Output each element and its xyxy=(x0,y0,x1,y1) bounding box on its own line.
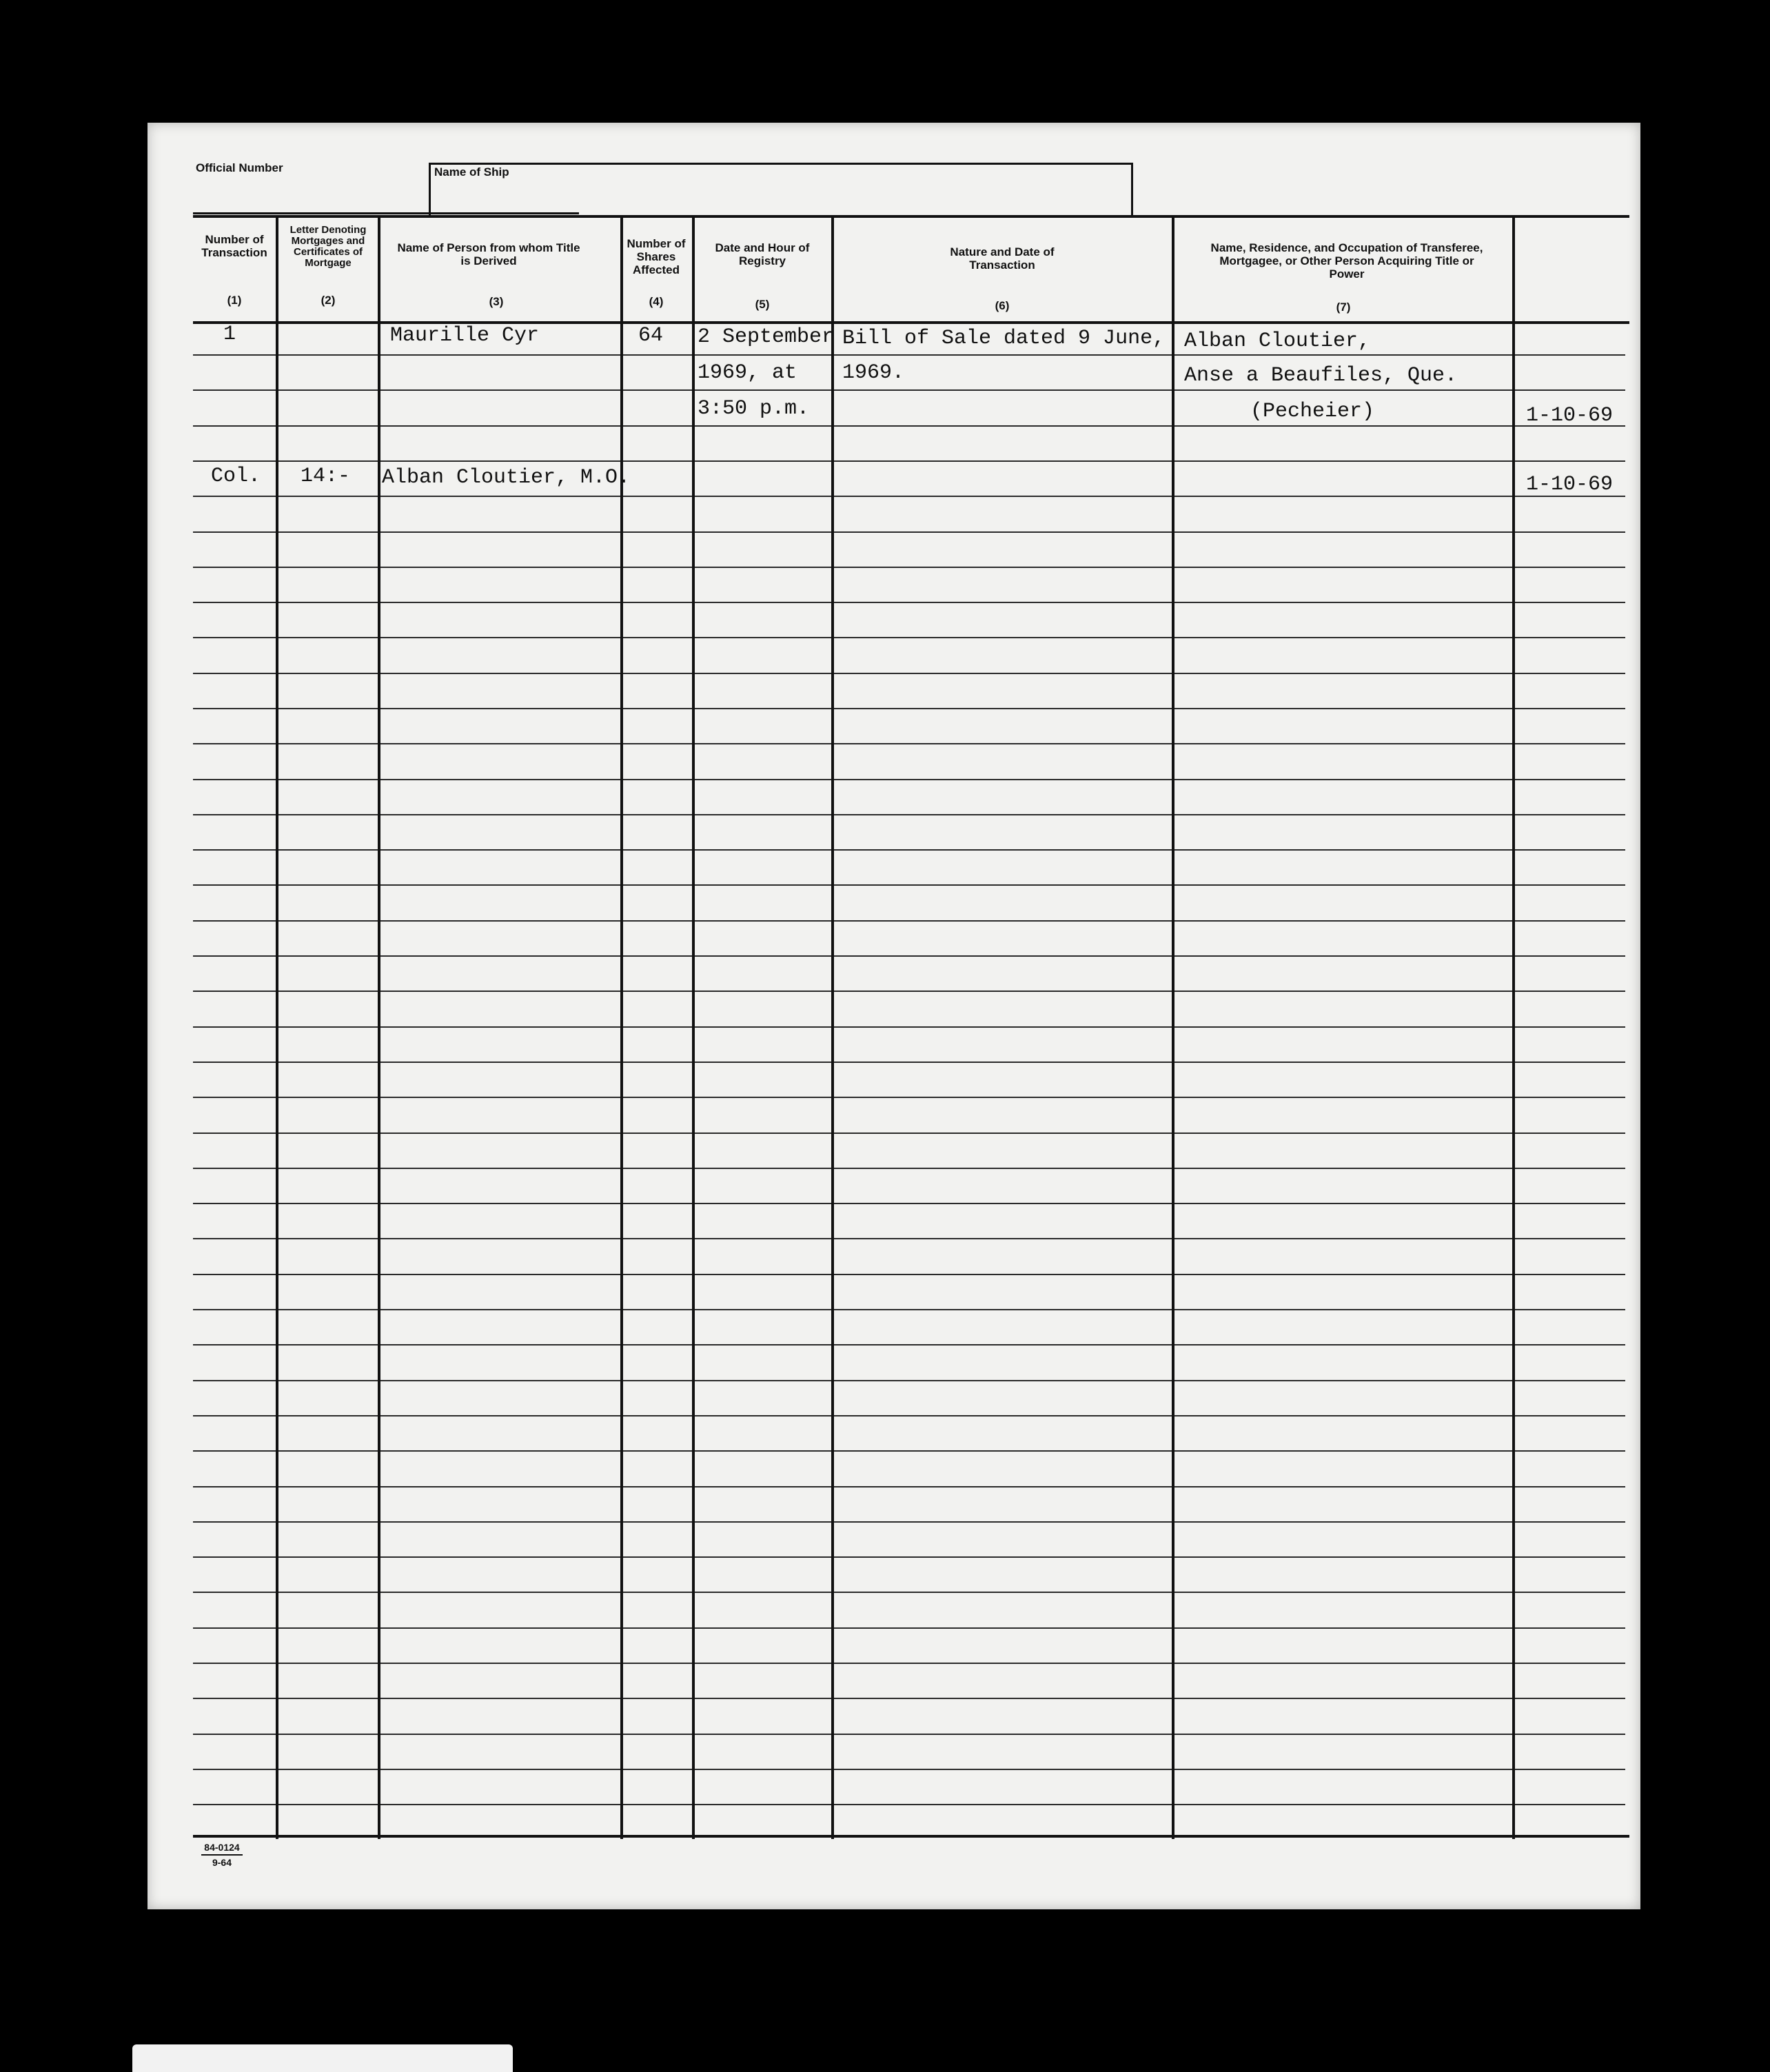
col5-number: (5) xyxy=(755,298,770,311)
ruled-line xyxy=(193,1274,1625,1275)
ruled-line xyxy=(193,1133,1625,1134)
ruled-line xyxy=(193,991,1625,992)
col3-number: (3) xyxy=(489,295,504,308)
form-date: 9-64 xyxy=(212,1857,232,1868)
col4-header: Number of Shares Affected xyxy=(627,237,686,276)
divider-col6 xyxy=(1172,216,1174,1839)
col6-number: (6) xyxy=(995,299,1010,312)
ruled-line xyxy=(193,849,1625,851)
ruled-line xyxy=(193,1168,1625,1169)
entry1-transaction-year: 1969. xyxy=(842,361,905,385)
ruled-line xyxy=(193,1097,1625,1098)
col4-number: (4) xyxy=(649,295,664,308)
col2-header: Letter Denoting Mortgages and Certificates of Mortgage xyxy=(289,224,367,269)
divider-col2 xyxy=(378,216,380,1839)
col5-header: Date and Hour of Registry xyxy=(715,241,810,267)
ruled-line xyxy=(193,1592,1625,1593)
divider-col5 xyxy=(831,216,834,1839)
ruled-line xyxy=(193,920,1625,922)
entry2-col-label: Col. xyxy=(211,465,261,488)
ruled-line xyxy=(193,531,1625,533)
ruled-line xyxy=(193,1380,1625,1381)
ruled-line xyxy=(193,602,1625,603)
entry1-registry-year: 1969, at xyxy=(698,361,797,385)
name-of-ship-label: Name of Ship xyxy=(434,165,509,179)
register-page xyxy=(148,123,1640,1909)
ruled-line xyxy=(193,1026,1625,1028)
entry1-from-person: Maurille Cyr xyxy=(390,324,540,347)
ruled-line xyxy=(193,1344,1625,1345)
ruled-line xyxy=(193,354,1625,356)
name-of-ship-box xyxy=(429,163,1133,217)
ruled-line xyxy=(193,389,1625,391)
ruled-line xyxy=(193,1486,1625,1487)
entry1-transaction-nature: Bill of Sale dated 9 June, xyxy=(842,327,1166,350)
col2-number: (2) xyxy=(321,294,336,307)
ruled-line xyxy=(193,1627,1625,1629)
entry1-registry-time: 3:50 p.m. xyxy=(698,397,810,420)
ruled-line xyxy=(193,1556,1625,1558)
entry1-transaction-number: 1 xyxy=(223,323,236,346)
ruled-line xyxy=(193,1663,1625,1664)
ruled-line xyxy=(193,1415,1625,1416)
col6-header: Nature and Date of Transaction xyxy=(950,245,1055,272)
ruled-line xyxy=(193,673,1625,674)
ruled-line xyxy=(193,708,1625,709)
ruled-line xyxy=(193,496,1625,497)
entry1-registry-date: 2 September xyxy=(698,325,835,349)
col7-header: Name, Residence, and Occupation of Transferee, Mortgagee, or Other Person Acquiring Title or Power xyxy=(1210,241,1483,281)
ruled-line xyxy=(193,814,1625,815)
header-top-rule xyxy=(193,215,1629,218)
entry2-margin-date: 1-10-69 xyxy=(1526,473,1614,496)
col3-header: Name of Person from whom Title is Derived xyxy=(397,241,580,267)
entry1-transferee-name: Alban Cloutier, xyxy=(1184,329,1371,353)
divider-col3 xyxy=(620,216,623,1839)
ruled-line xyxy=(193,1521,1625,1523)
ruled-line xyxy=(193,637,1625,638)
ruled-line xyxy=(193,1309,1625,1310)
ruled-line xyxy=(193,1450,1625,1452)
ruled-line xyxy=(193,779,1625,780)
entry1-transferee-occupation: (Pecheier) xyxy=(1250,400,1375,423)
ruled-line xyxy=(193,1698,1625,1699)
divider-col1 xyxy=(276,216,278,1839)
ruled-line xyxy=(193,1804,1625,1805)
ruled-line xyxy=(193,1734,1625,1735)
ruled-line xyxy=(193,1203,1625,1204)
form-number: 84-0124 xyxy=(201,1840,243,1856)
ruled-line xyxy=(193,1769,1625,1770)
col1-header: Number of Transaction xyxy=(201,233,267,259)
entry1-transferee-residence: Anse a Beaufiles, Que. xyxy=(1184,364,1458,387)
ruled-line xyxy=(193,743,1625,744)
paper-tab xyxy=(132,2044,513,2072)
ruled-line xyxy=(193,460,1625,462)
ruled-line xyxy=(193,884,1625,886)
ruled-line xyxy=(193,1238,1625,1239)
table-bottom-rule xyxy=(193,1835,1629,1838)
official-number-label: Official Number xyxy=(196,161,283,174)
col1-number: (1) xyxy=(227,294,242,307)
form-code xyxy=(201,1840,243,1869)
entry1-shares: 64 xyxy=(638,324,664,347)
entry2-mortgage-letter: 14:- xyxy=(301,465,351,488)
ruled-line xyxy=(193,567,1625,568)
col7-number: (7) xyxy=(1336,301,1351,314)
entry2-from-person: Alban Cloutier, M.O. xyxy=(382,466,631,489)
ruled-line xyxy=(193,425,1625,427)
divider-col7 xyxy=(1512,216,1515,1839)
divider-col4 xyxy=(692,216,695,1839)
ruled-line xyxy=(193,1062,1625,1063)
ruled-line xyxy=(193,955,1625,957)
entry1-margin-date: 1-10-69 xyxy=(1526,404,1614,427)
